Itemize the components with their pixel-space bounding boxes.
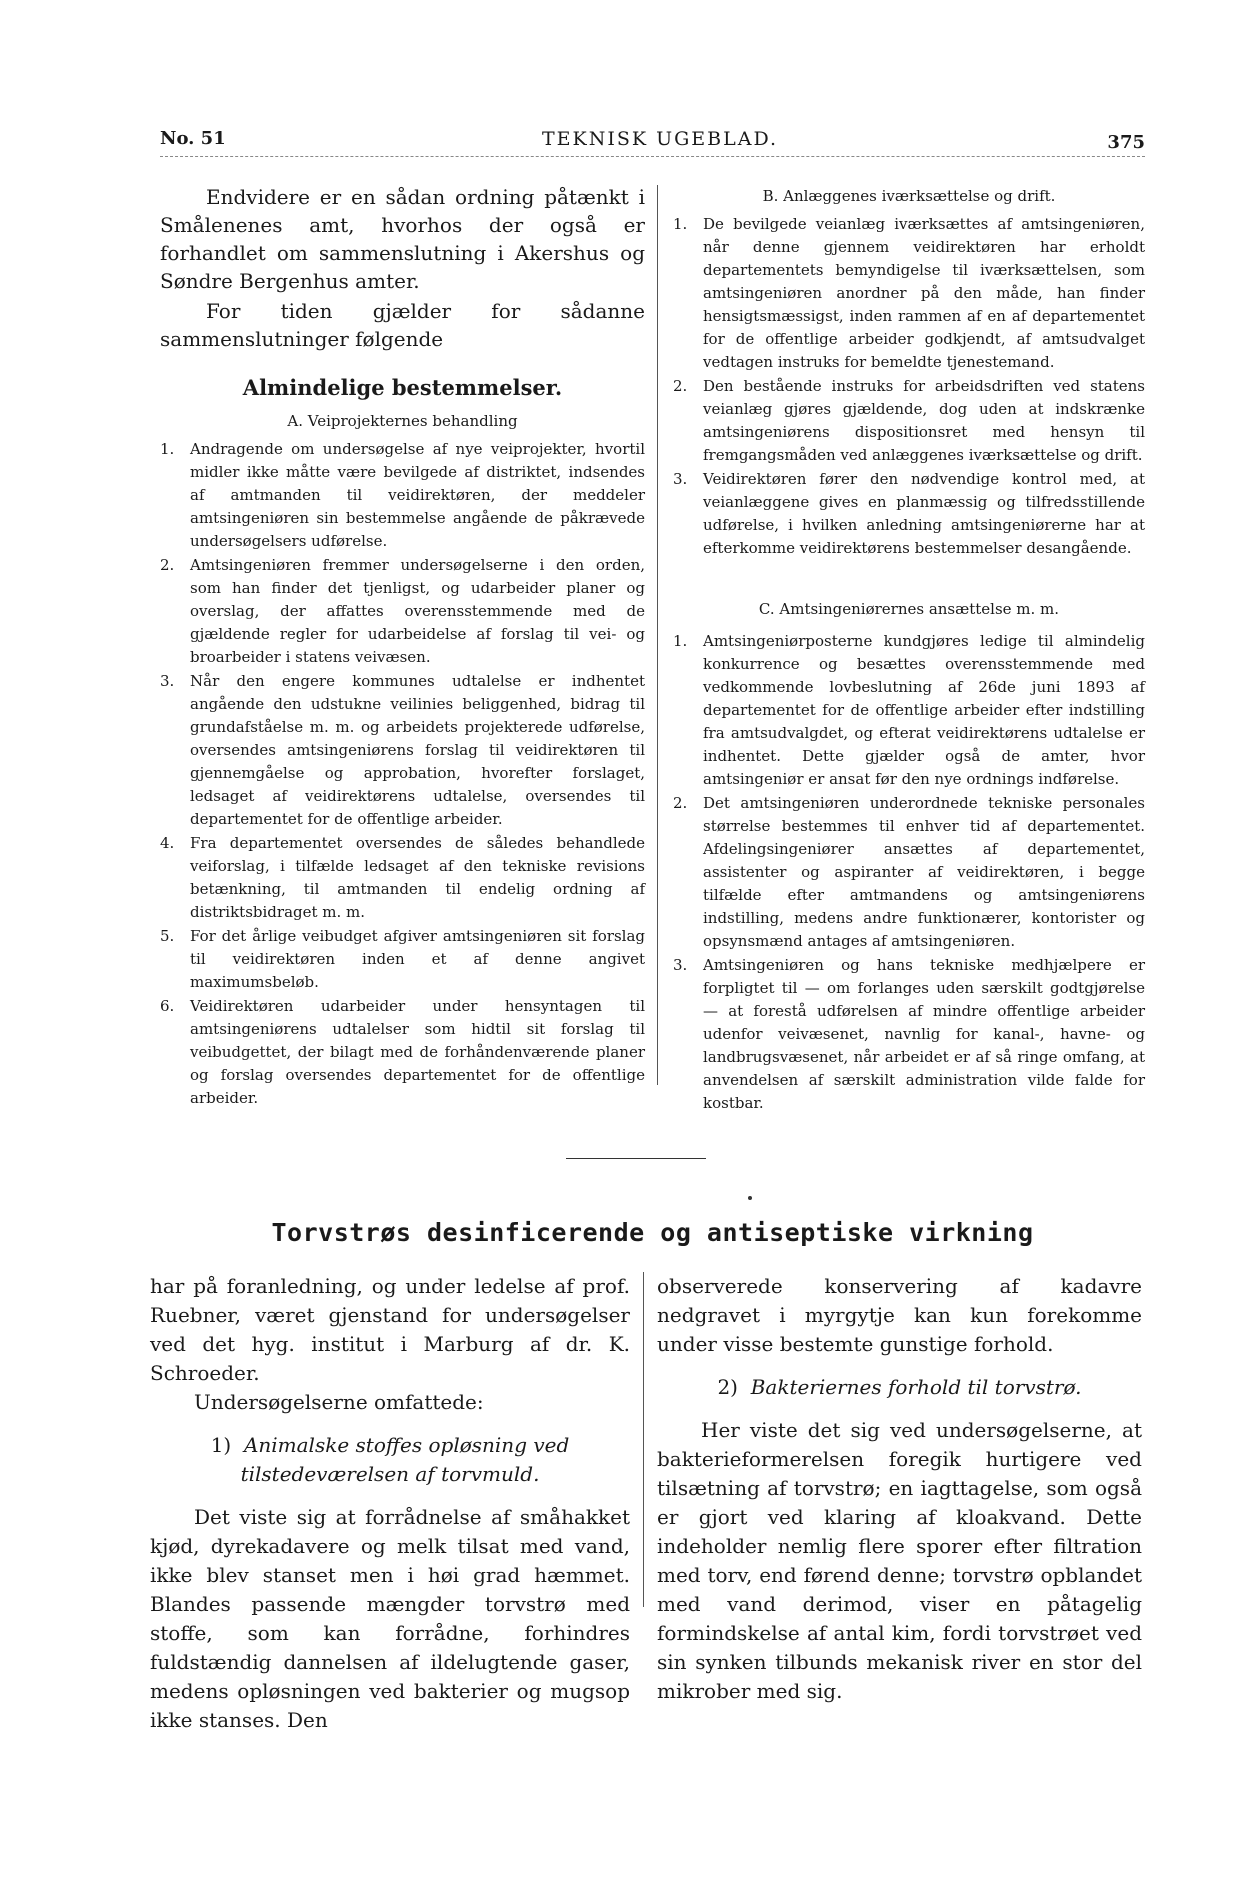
list-item: 3. Amtsingeniøren og hans tekniske medhjælpere er forpligtet til — om forlanges uden særskilt godtgjørelse — at forestå udførelsen af mindre offentlige arbeider udenfor veivæsenet, navnlig for kanal-, havne- og landbrugsvæsenet, når arbeidet er af så ringe omfang, at anvendelsen af særskilt administration vilde falde for kostbar. xyxy=(673,956,1145,1112)
list-item: 1. Amtsingeniørposterne kundgjøres ledige til almindelig konkurrence og besættes overensstemmende med vedkommende lovbeslutning af 26de juni 1893 af departementet for de offentlige arbeider efter indstilling fra amtsudvalgdet, og efterat veidirektørens udtalelse er indhentet. Dette gjælder også de amter, hvor amtsingeniør er ansat før den nye ordnings indførelse. xyxy=(673,632,1145,788)
list-item: 4. Fra departementet oversendes de således behandlede veiforslag, i tilfælde ledsaget af den tekniske revisions betænkning, til amtmanden til endelig ordning af distriktsbidraget m. m. xyxy=(160,834,645,921)
article-paragraph: observerede konservering af kadavre nedgravet i myrgytje kan kun forekomme under visse bestemte gunstige forhold. xyxy=(657,1274,1142,1356)
list-item: 2. Den bestående instruks for arbeidsdriften ved statens veianlæg gjøres gjældende, dog uden at indskrænke amtsingeniørens dispositionsret med hensyn til fremgangsmåden ved anlæggenes iværksættelse og drift. xyxy=(673,377,1145,464)
subheading-c: C. Amtsingeniørernes ansættelse m. m. xyxy=(758,600,1060,618)
top-right-column xyxy=(673,183,1145,1116)
article-column-divider xyxy=(643,1272,644,1607)
list-item: 2. Amtsingeniøren fremmer undersøgelserne i den orden, som han finder det tjenligst, og udarbeider planer og overslag, der affattes overensstemmende med de gjældende regler for udarbeidelse af forslag til vei- og broarbeider i statens veivæsen. xyxy=(160,556,645,666)
list-a xyxy=(160,438,645,1110)
list-b xyxy=(673,213,1145,560)
column-divider xyxy=(657,185,658,1085)
article-subheading-2: 2) Bakteriernes forhold til torvstrø. xyxy=(717,1375,1082,1399)
header-rule xyxy=(160,156,1145,157)
section-title: Almindelige bestemmelser. xyxy=(242,375,563,400)
list-item: 5. For det årlige veibudget afgiver amtsingeniøren sit forslag til veidirektøren inden et af denne angivet maximumsbeløb. xyxy=(160,927,645,991)
article-paragraph: Undersøgelserne omfattede: xyxy=(194,1390,484,1414)
list-item: 3. Veidirektøren fører den nødvendige kontrol med, at veianlæggene gives en planmæssig og tilfredsstillende udførelse, i hvilken anledning amtsingeniørerne har at efterkomme veidirektørens bestemmelser desangående. xyxy=(673,470,1145,557)
list-item: 3. Når den engere kommunes udtalelse er indhentet angående den udstukne veilinies beliggenhed, bidrag til grundafståelse m. m. og arbeidets projekterede udførelse, oversendes amtsingeniørens forslag til veidirektøren til gjennemgåelse og approbation, hvorefter forslaget, ledsaget af veidirektørens udtalelse, oversendes til departementet for de offentlige arbeider. xyxy=(160,672,645,828)
article-subheading-1: 1) Animalske stoffes opløsning ved tilstedeværelsen af torvmuld. xyxy=(210,1433,570,1486)
article-separator-rule xyxy=(566,1158,706,1159)
list-item: 1. De bevilgede veianlæg iværksættes af amtsingeniøren, når denne gjennem veidirektøren har erholdt departementets bemyndigelse til iværksættelsen, som amtsingeniøren anordner på den måde, han finder hensigtsmæssigst, inden rammen af en af departementet for de offentlige arbeider godkjendt, af amtsudvalget vedtagen instruks for bemeldte tjenestemand. xyxy=(673,215,1145,371)
intro-paragraph-2: For tiden gjælder for sådanne sammenslutninger følgende xyxy=(160,299,645,351)
page-number: 375 xyxy=(1107,132,1145,153)
list-item: 1. Andragende om undersøgelse af nye veiprojekter, hvortil midler ikke måtte være bevilgede af distriktet, indsendes af amtmanden til veidirektøren, der meddeler amtsingeniøren sin bestemmelse angående de påkrævede undersøgelsers udførelse. xyxy=(160,440,645,550)
print-speck xyxy=(748,1196,752,1200)
article-paragraph: Her viste det sig ved undersøgelserne, at bakterieformerelsen foregik hurtigere ved tilsætning af torvstrø; en iagttagelse, som også er gjort ved klaring af kloakvand. Dette indeholder nemlig flere sporer efter filtration med torv, end førend denne; torvstrø opblandet med vand derimod, viser en påtagelig formindskelse af antal kim, fordi torvstrøet ved sin synken tilbunds mekanisk river en stor del mikrober med sig. xyxy=(657,1418,1142,1703)
list-item: 2. Det amtsingeniøren underordnede tekniske personales størrelse bestemmes til enhver tid af departementet. Afdelingsingeniører ansættes af departementet, assistenter og aspiranter af veidirektøren, i begge tilfælde efter amtmandens og amtsingeniørens indstilling, medens andre funktionærer, kontorister og opsynsmænd antages af amtsingeniøren. xyxy=(673,794,1145,950)
article-right-column xyxy=(657,1272,1142,1706)
issue-number: No. 51 xyxy=(160,128,226,149)
list-c xyxy=(673,630,1145,1115)
article-paragraph: Det viste sig at forrådnelse af småhakket kjød, dyrekadavere og melk tilsat med vand, ikke blev stanset men i høi grad hæmmet. Blandes passende mængder torvstrø med stoffe, som kan forrådne, forhindres fuldstændig dannelsen af ildelugtende gaser, medens opløsningen ved bakterier og mugsop ikke stanses. Den xyxy=(150,1505,630,1732)
article-left-column xyxy=(150,1272,630,1735)
article-title: Torvstrøs desinficerende og antiseptiske virkning xyxy=(271,1218,1034,1247)
subheading-a: A. Veiprojekternes behandling xyxy=(287,412,518,430)
intro-paragraph-1: Endvidere er en sådan ordning påtænkt i Smålenenes amt, hvorhos der også er forhandlet om sammenslutning i Akershus og Søndre Bergenhus amter. xyxy=(160,185,645,293)
top-left-column xyxy=(160,183,645,1111)
list-item: 6. Veidirektøren udarbeider under hensyntagen til amtsingeniørens udtalelser som hidtil sit forslag til veibudgettet, der bilagt med de forhåndenværende planer og forslag oversendes departementet for de offentlige arbeider. xyxy=(160,997,645,1107)
page-header xyxy=(160,128,1145,158)
journal-title: TEKNISK UGEBLAD. xyxy=(542,128,779,150)
subheading-b: B. Anlæggenes iværksættelse og drift. xyxy=(762,187,1056,205)
article-paragraph: har på foranledning, og under ledelse af prof. Ruebner, været gjenstand for undersøgelser ved det hyg. institut i Marburg af dr. K. Schroeder. xyxy=(150,1274,630,1385)
